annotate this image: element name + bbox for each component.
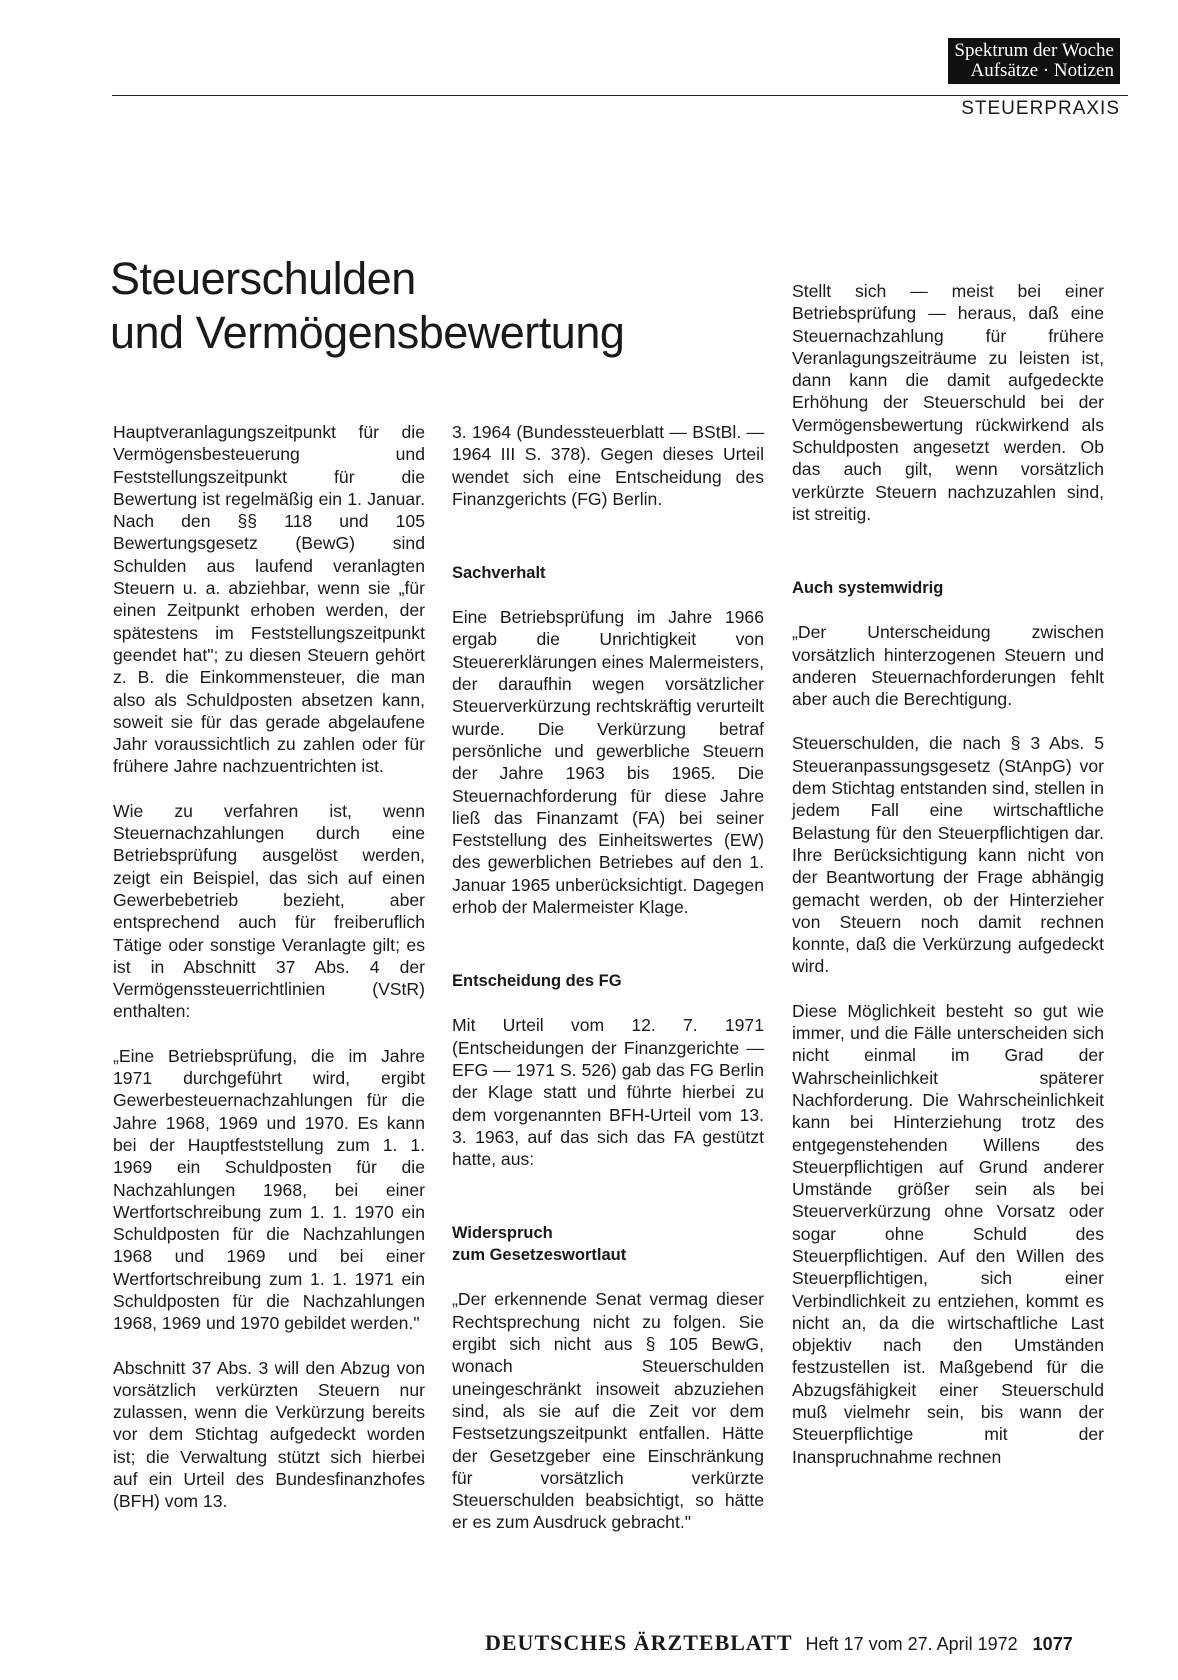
subheading-line-1: Widerspruch	[452, 1224, 553, 1243]
subheading-widerspruch	[452, 1222, 764, 1266]
department-kicker	[948, 38, 1120, 84]
kicker-line-1: Spektrum der Woche	[954, 40, 1114, 61]
paragraph: Wie zu verfahren ist, wenn Steuernachzahlungen durch eine Betriebsprüfung ausgelöst werden, zeigt ein Beispiel, das sich auf einen Gewerbebetrieb bezieht, aber entsprechend auch für freiberuflich Tätige oder sonstige Veranlagte gilt; es ist in Abschnitt 37 Abs. 4 der Vermögenssteuerrichtlinien (VStR) enthalten:	[113, 800, 425, 1022]
paragraph: Hauptveranlagungszeitpunkt für die Vermögensbesteuerung und Feststellungszeitpunkt für die Bewertung ist regelmäßig ein 1. Januar. Nach den §§ 118 und 105 Bewertungsgesetz (BewG) sind Schulden aus laufend veranlagten Steuern u. a. abziehbar, wenn sie „für einen Zeitpunkt erhoben werden, der spätestens im Feststellungszeitpunkt geendet hat"; zu diesen Steuern gehört z. B. die Einkommensteuer, die man also als Schuldposten absetzen kann, soweit sie für das gerade abgelaufene Jahr voraussichtlich zu zahlen oder für frühere Jahre nachzuentrichten ist.	[113, 422, 425, 777]
subheading-entscheidung: Entscheidung des FG	[452, 972, 622, 991]
kicker-line-2: Aufsätze · Notizen	[970, 60, 1114, 81]
subheading-line-2: zum Gesetzeswortlaut	[452, 1246, 627, 1265]
lead-paragraph: Stellt sich — meist bei einer Betriebsprüfung — heraus, daß eine Steuernachzahlung für frühere Veranlagungszeiträume zu leisten ist, dann kann die damit aufgedeckte Erhöhung der Steuerschuld bei der Vermögensbewertung rückwirkend als Schuldposten angesetzt werden. Ob das auch gilt, wenn vorsätzlich verkürzte Steuern nachzuzahlen sind, ist streitig.	[792, 281, 1104, 524]
quote-paragraph: „Eine Betriebsprüfung, die im Jahre 1971 durchgeführt wird, ergibt Gewerbesteuernachzahlungen für die Jahre 1968, 1969 und 1970. Es kann bei der Hauptfeststellung zum 1. 1. 1969 ein Schuldposten für die Nachzahlungen 1968, bei einer Wertfortschreibung zum 1. 1. 1970 ein Schuldposten für die Nachzahlungen 1968 und 1969 und bei einer Wertfortschreibung zum 1. 1. 1971 ein Schuldposten für die Nachzahlungen 1968, 1969 und 1970 gebildet werden."	[113, 1045, 425, 1334]
section-label: STEUERPRAXIS	[961, 98, 1120, 119]
paragraph: Eine Betriebsprüfung im Jahre 1966 ergab die Unrichtigkeit von Steuererklärungen eines Malermeisters, der daraufhin wegen vorsätzlicher Steuerverkürzung rechtskräftig verurteilt wurde. Die Verkürzung betraf persönliche und gewerbliche Steuern der Jahre 1963 bis 1965. Die Steuernachforderung für diese Jahre ließ das Finanzamt (FA) bei seiner Feststellung des Einheitswertes (EW) des gewerblichen Betriebes auf den 1. Januar 1965 unberücksichtigt. Dagegen erhob der Malermeister Klage.	[452, 607, 764, 918]
title-line-1: Steuerschulden	[110, 253, 416, 304]
page-footer	[485, 1630, 1073, 1656]
quote-paragraph: „Der Unterscheidung zwischen vorsätzlich hinterzogenen Steuern und anderen Steuernachforderungen fehlt aber auch die Berechtigung.	[792, 622, 1104, 710]
journal-name: DEUTSCHES ÄRZTEBLATT	[485, 1630, 793, 1655]
page-number: 1077	[1032, 1634, 1073, 1654]
paragraph: Mit Urteil vom 12. 7. 1971 (Entscheidungen der Finanzgerichte — EFG — 1971 S. 526) gab das FG Berlin der Klage statt und führte hierbei zu dem vorgenannten BFH-Urteil vom 13. 3. 1963, auf das sich das FA gestützt hatte, aus:	[452, 1015, 764, 1170]
title-line-2: und Vermögensbewertung	[110, 307, 625, 358]
subheading-sachverhalt: Sachverhalt	[452, 564, 546, 583]
issue-info: Heft 17 vom 27. April 1972	[805, 1634, 1018, 1654]
paragraph: Abschnitt 37 Abs. 3 will den Abzug von vorsätzlich verkürzten Steuern nur zulassen, wenn die Verkürzung bereits vor dem Stichtag aufgedeckt worden ist; die Verwaltung stützt sich hierbei auf ein Urteil des Bundesfinanzhofes (BFH) vom 13.	[113, 1357, 425, 1512]
column-1	[113, 421, 425, 1535]
paragraph: 3. 1964 (Bundessteuerblatt — BStBl. — 1964 III S. 378). Gegen dieses Urteil wendet sich eine Entscheidung des Finanzgerichts (FG) Berlin.	[452, 422, 764, 509]
column-3	[792, 280, 1104, 1490]
article-title	[110, 252, 624, 360]
paragraph: Steuerschulden, die nach § 3 Abs. 5 Steueranpassungsgesetz (StAnpG) vor dem Stichtag entstanden sind, stellen in jedem Fall eine wirtschaftliche Belastung für den Steuerpflichtigen dar. Ihre Berücksichtigung kann nicht von der Beantwortung der Frage abhängig gemacht werden, ob der Hinterzieher von Steuern noch damit rechnen konnte, daß die Verkürzung aufgedeckt wird.	[792, 733, 1104, 977]
column-2	[452, 421, 764, 1556]
subheading-systemwidrig: Auch systemwidrig	[792, 579, 944, 598]
paragraph: Diese Möglichkeit besteht so gut wie immer, und die Fälle unterscheiden sich nicht einmal im Grad der Wahrscheinlichkeit späterer Nachforderung. Die Wahrscheinlichkeit kann bei Hinterziehung trotz des entgegenstehenden Willens des Steuerpflichtigen auf Grund anderer Umstände größer sein als bei Steuerverkürzung ohne Vorsatz oder sogar ohne Schuld des Steuerpflichtigen. Auf den Willen des Steuerpflichtigen, sich einer Verbindlichkeit zu entziehen, kommt es nicht an, da die wirtschaftliche Last objektiv nach den Umständen festzustellen ist. Maßgebend für die Abzugsfähigkeit einer Steuerschuld muß vielmehr sein, bis wann der Steuerpflichtige mit der Inanspruchnahme rechnen	[792, 1000, 1104, 1467]
header-rule	[112, 95, 1128, 96]
quote-paragraph: „Der erkennende Senat vermag dieser Rechtsprechung nicht zu folgen. Sie ergibt sich nicht aus § 105 BewG, wonach Steuerschulden uneingeschränkt insoweit abzuziehen sind, als sie auf die Zeit vor dem Festsetzungszeitpunkt entfallen. Hätte der Gesetzgeber eine Einschränkung für vorsätzlich verkürzte Steuerschulden beabsichtigt, so hätte er es zum Ausdruck gebracht."	[452, 1289, 764, 1533]
